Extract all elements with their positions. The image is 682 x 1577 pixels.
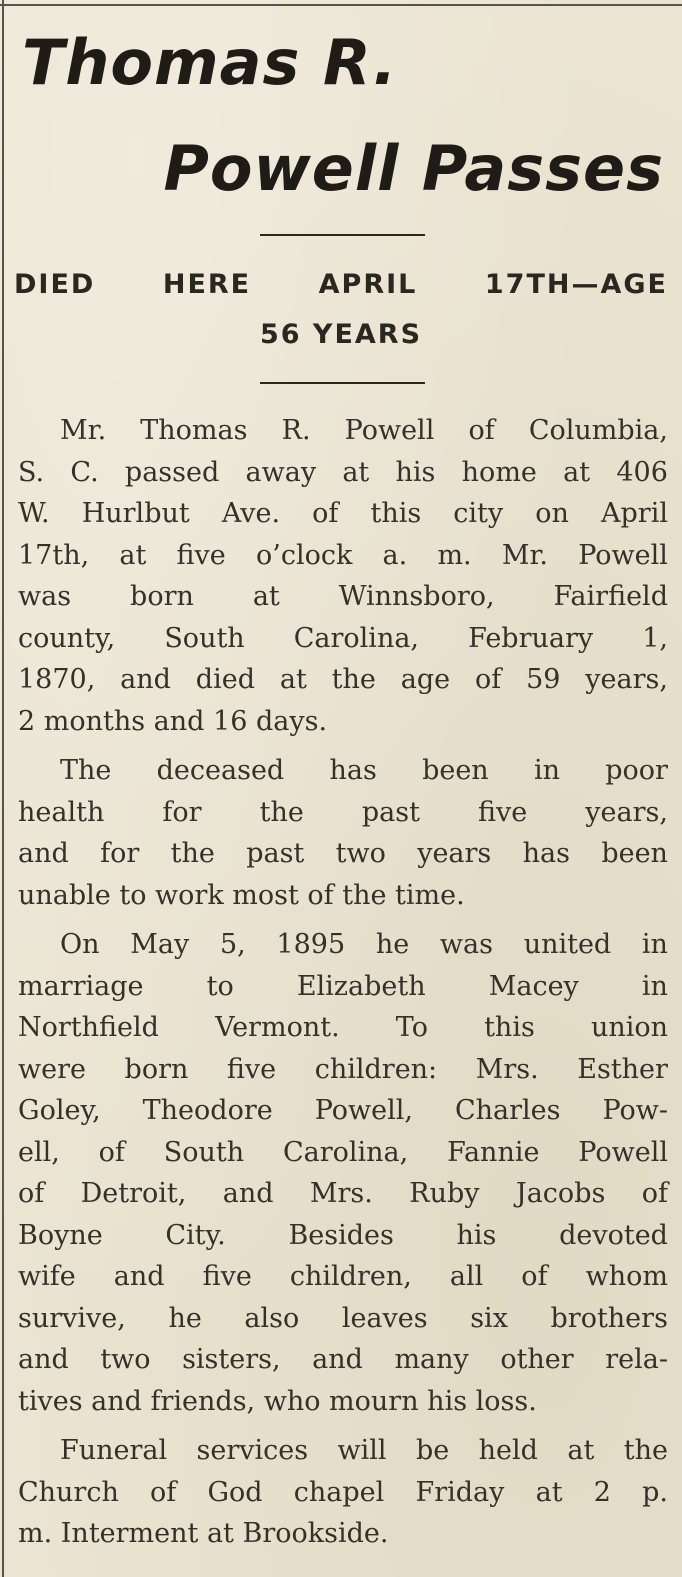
- article-line: Northfield Vermont. To this union: [18, 1012, 668, 1043]
- top-border-rule: [0, 4, 682, 6]
- subheadline-word: APRIL: [318, 269, 418, 300]
- headline-line-1: Thomas R.: [22, 26, 398, 99]
- article-line: S. C. passed away at his home at 406: [18, 456, 668, 488]
- article-paragraph: [18, 750, 668, 916]
- article-line: tives and friends, who mourn his loss.: [18, 1385, 537, 1417]
- article-line: 2 months and 16 days.: [18, 705, 328, 737]
- article-line: of Detroit, and Mrs. Ruby Jacobs of: [18, 1178, 668, 1209]
- article-paragraph: [18, 924, 668, 1422]
- article-body: [18, 410, 668, 1563]
- headline-line-2: Powell Passes: [163, 132, 664, 205]
- article-line: W. Hurlbut Ave. of this city on April: [18, 498, 668, 529]
- article-line: 1870, and died at the age of 59 years,: [18, 664, 668, 695]
- subheadline-line-1: [14, 260, 668, 310]
- article-line: Mr. Thomas R. Powell of Columbia,: [60, 415, 668, 446]
- article-line: ell, of South Carolina, Fannie Powell: [18, 1136, 668, 1168]
- subheadline: [14, 260, 668, 360]
- article-line: health for the past five years,: [18, 796, 668, 828]
- article-line: 17th, at five o’clock a. m. Mr. Powell: [18, 539, 668, 571]
- article-line: survive, he also leaves six brothers: [18, 1302, 668, 1334]
- article-line: and for the past two years has been: [18, 838, 668, 869]
- article-line: Goley, Theodore Powell, Charles Pow-: [18, 1095, 668, 1126]
- subheadline-word: HERE: [162, 269, 252, 300]
- article-line: unable to work most of the time.: [18, 879, 465, 911]
- article-line: and two sisters, and many other rela-: [18, 1344, 668, 1375]
- separator-rule-top: [260, 234, 425, 236]
- article-line: The deceased has been in poor: [60, 755, 668, 786]
- headline: [0, 20, 682, 205]
- article-line: wife and five children, all of whom: [18, 1261, 668, 1292]
- separator-rule-bottom: [260, 382, 425, 384]
- article-line: On May 5, 1895 he was united in: [60, 929, 668, 960]
- left-border-rule: [2, 0, 4, 1577]
- article-line: Church of God chapel Friday at 2 p.: [18, 1476, 668, 1508]
- subheadline-word: 17TH—AGE: [484, 269, 668, 300]
- article-line: Funeral services will be held at the: [60, 1435, 668, 1466]
- article-line: was born at Winnsboro, Fairfield: [18, 581, 668, 612]
- article-line: marriage to Elizabeth Macey in: [18, 970, 668, 1002]
- subheadline-line-2: 56 YEARS: [259, 319, 423, 350]
- article-paragraph: [18, 1430, 668, 1555]
- article-line: were born five children: Mrs. Esther: [18, 1053, 668, 1085]
- article-line: county, South Carolina, February 1,: [18, 622, 668, 654]
- article-line: m. Interment at Brookside.: [18, 1518, 389, 1549]
- article-paragraph: [18, 410, 668, 742]
- article-line: Boyne City. Besides his devoted: [18, 1219, 668, 1251]
- subheadline-word: DIED: [14, 269, 96, 300]
